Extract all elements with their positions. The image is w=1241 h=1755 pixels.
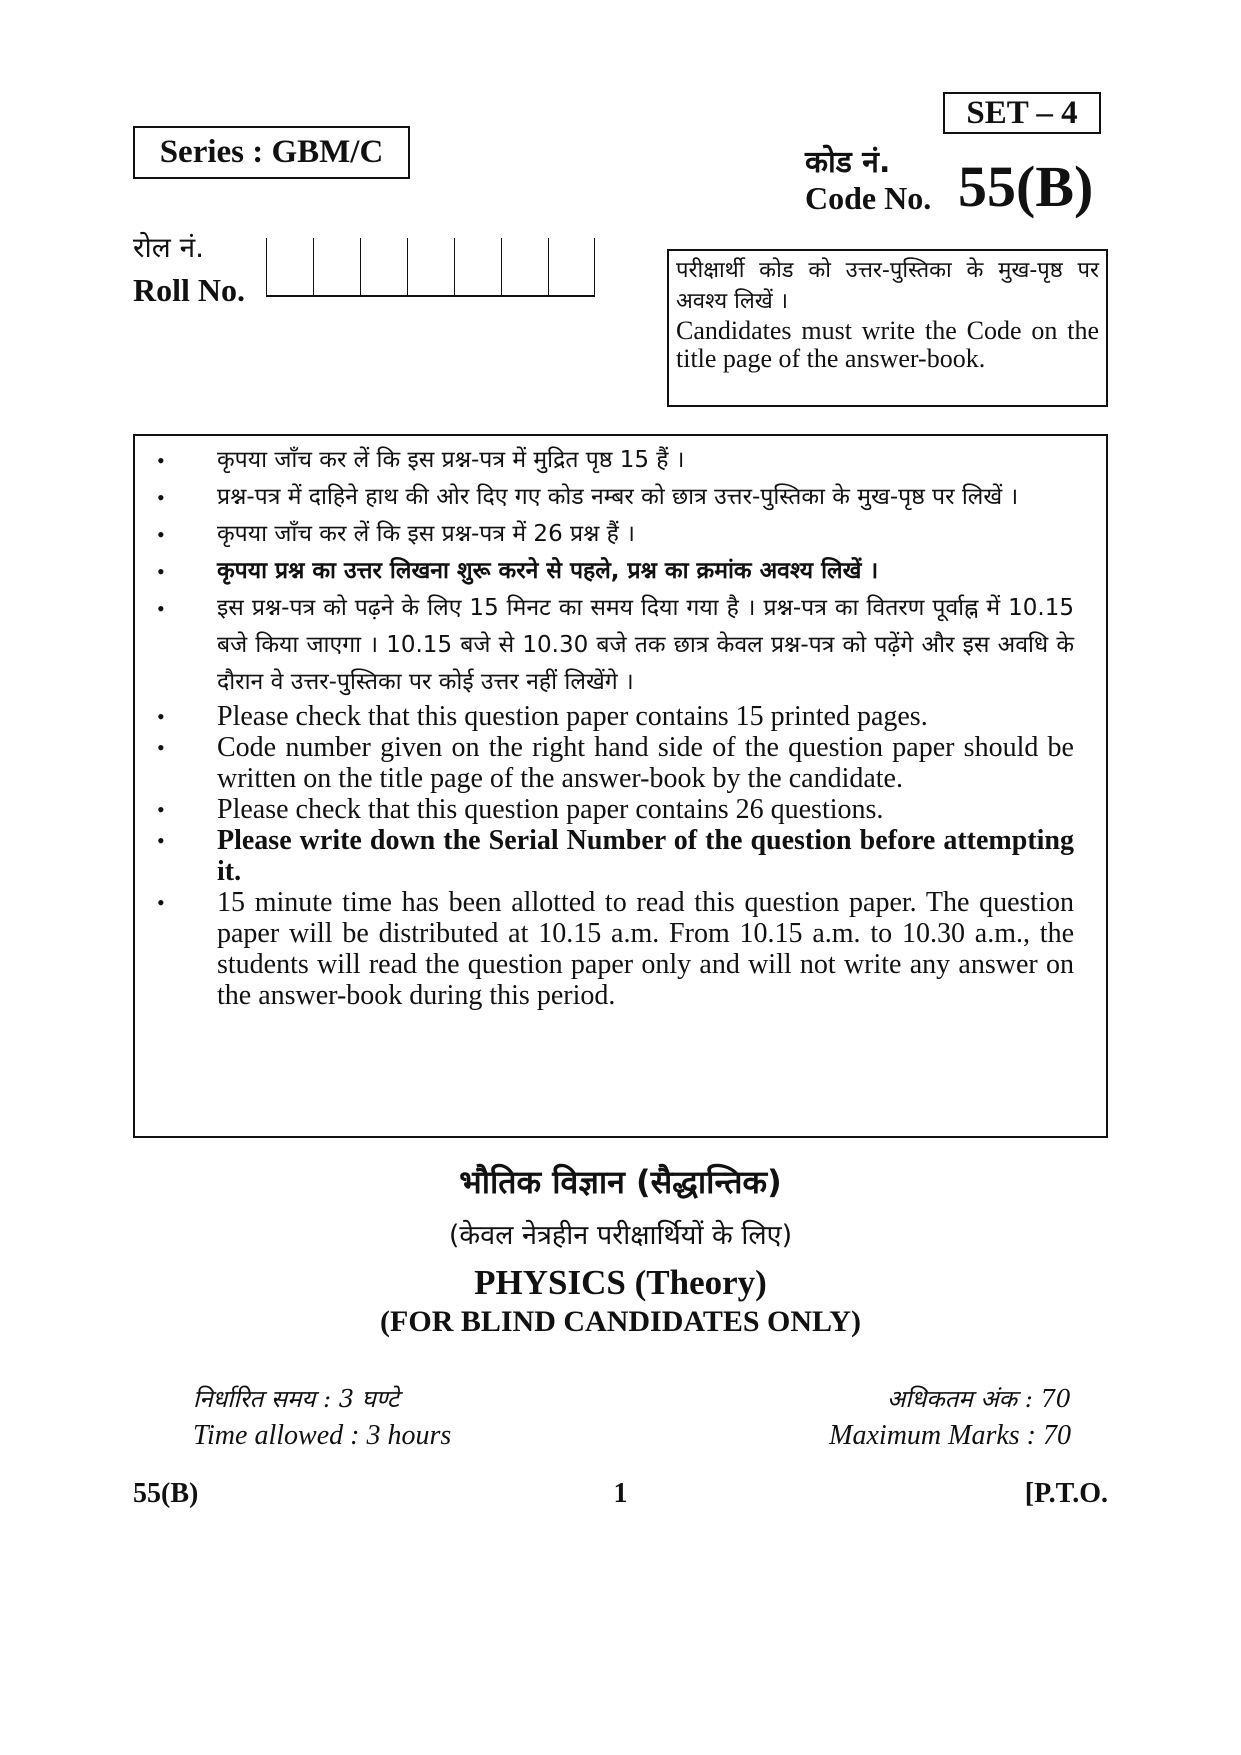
instruction-item [153,701,1074,732]
roll-digit-box[interactable] [313,238,360,295]
bullet-icon: • [157,890,165,915]
bullet-icon: • [157,735,165,760]
instruction-text: प्रश्न-पत्र में दाहिने हाथ की ओर दिए गए कोड नम्बर को छात्र उत्तर-पुस्तिका के मुख-पृष्ठ पर लिखें । [217,484,1019,510]
code-number: 55(B) [958,154,1094,219]
bullet-icon: • [157,797,165,822]
code-label-english: Code No. [805,180,932,216]
roll-digit-box[interactable] [407,238,454,295]
time-allowed-english: Time allowed : 3 hours [193,1420,452,1451]
instruction-item [153,732,1074,794]
instructions-box [133,434,1108,1138]
roll-digit-box[interactable] [501,238,548,295]
candidate-note-english: Candidates must write the Code on the title page of the answer-book. [676,316,1099,373]
series-label: Series : GBM/C [133,126,410,179]
instruction-item [153,479,1074,516]
code-label-hindi: कोड नं. [805,145,891,180]
instruction-text: कृपया जाँच कर लें कि इस प्रश्न-पत्र में मुद्रित पृष्ठ 15 हैं । [217,447,685,473]
instruction-text: Please check that this question paper contains 26 questions. [217,794,884,825]
instruction-text: Please check that this question paper contains 15 printed pages. [217,701,928,732]
subject-title-hindi: भौतिक विज्ञान (सैद्धान्तिक) [459,1163,782,1201]
instruction-item [153,553,1074,590]
roll-digit-box[interactable] [266,238,313,295]
max-marks-english: Maximum Marks : 70 [829,1420,1071,1451]
instruction-item [153,590,1074,701]
instruction-item [153,887,1074,1011]
subject-title-english: PHYSICS (Theory) [474,1263,767,1302]
pto-label: [P.T.O. [1024,1478,1108,1509]
roll-digit-box[interactable] [454,238,501,295]
roll-number-boxes[interactable] [266,238,595,297]
bullet-icon: • [157,828,165,853]
instruction-item [153,825,1074,887]
instruction-text: कृपया जाँच कर लें कि इस प्रश्न-पत्र में 26 प्रश्न हैं । [217,521,635,547]
roll-label-hindi: रोल नं. [133,231,205,264]
candidate-note-box [667,249,1108,407]
subject-subtitle-hindi: (केवल नेत्रहीन परीक्षार्थियों के लिए) [448,1220,793,1251]
bullet-icon: • [157,485,165,510]
candidate-note-hindi: परीक्षार्थी कोड को उत्तर-पुस्तिका के मुख-पृष्ठ पर अवश्य लिखें । [676,258,1099,314]
instruction-item [153,794,1074,825]
instruction-text: इस प्रश्न-पत्र को पढ़ने के लिए 15 मिनट का समय दिया गया है । प्रश्न-पत्र का वितरण पूर्वाह्न में 10.15 बजे किया जाएगा । 10.15 बजे से 10.30 बजे तक छात्र केवल प्रश्न-पत्र को पढ़ेंगे और इस अवधि के दौरान वे उत्तर-पुस्तिका पर कोई उत्तर नहीं लिखेंगे । [217,595,1074,695]
set-label: SET – 4 [943,92,1101,134]
time-allowed-hindi: निर्धारित समय : 3 घण्टे [193,1385,400,1413]
instruction-text: 15 minute time has been allotted to read this question paper. The question paper will be distributed at 10.15 a.m. From 10.15 a.m. to 10.30 a.m., the students will read the question paper only and will not write any answer on the answer-book during this period. [217,887,1074,1011]
instruction-text: Code number given on the right hand side of the question paper should be written on the title page of the answer-book by the candidate. [217,732,1074,794]
max-marks-hindi: अधिकतम अंक : 70 [886,1385,1071,1413]
roll-label-english: Roll No. [133,272,245,308]
subject-subtitle-english: (FOR BLIND CANDIDATES ONLY) [380,1305,861,1338]
roll-digit-box[interactable] [360,238,407,295]
instruction-item [153,516,1074,553]
bullet-icon: • [157,448,165,473]
page-number: 1 [613,1478,628,1509]
bullet-icon: • [157,596,165,621]
bullet-icon: • [157,559,165,584]
roll-digit-box[interactable] [548,238,595,295]
bullet-icon: • [157,704,165,729]
instruction-text: कृपया प्रश्न का उत्तर लिखना शुरू करने से पहले, प्रश्न का क्रमांक अवश्य लिखें । [217,558,879,584]
instruction-item [153,442,1074,479]
footer-code: 55(B) [133,1478,199,1509]
instruction-text: Please write down the Serial Number of the question before attempting it. [217,825,1074,887]
bullet-icon: • [157,522,165,547]
